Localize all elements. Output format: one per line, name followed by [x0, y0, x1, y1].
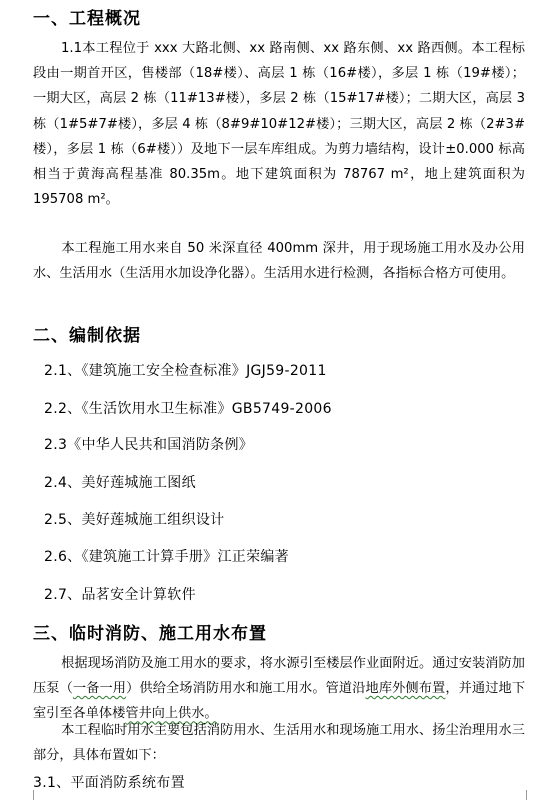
- section-2-heading: 二、编制依据: [33, 326, 141, 346]
- section-3-paragraph-2-text: 本工程临时用水主要包括消防用水、生活用水和现场施工用水、扬尘治理用水三部分，具体布置如下：: [33, 723, 525, 764]
- section-1-heading: 一、工程概况: [33, 9, 141, 29]
- page-corner-mark-right: [516, 790, 527, 800]
- page-corner-mark-left: [33, 790, 44, 800]
- section-3-paragraph-1-text-a: 根据现场消防及施工用水的要求，将水源引至楼层作业面附近。通过安装消防加压泵（: [33, 656, 525, 697]
- section-3-paragraph-1-text-e: ，并通过地下室引至各单体楼: [33, 681, 526, 722]
- subsection-3-1-heading: 3.1、平面消防系统布置: [33, 775, 185, 791]
- spellcheck-underlined-text: 地库外侧布置: [365, 681, 446, 697]
- spellcheck-underlined-text: 管井向上供水。: [125, 706, 218, 722]
- section-1-paragraph-1: [33, 36, 525, 212]
- section-3-paragraph-2: [33, 718, 525, 768]
- reference-item-4: 2.4、美好莲城施工图纸: [44, 475, 196, 491]
- reference-item-1: 2.1、《建筑施工安全检查标准》JGJ59-2011: [44, 363, 327, 379]
- reference-item-3: 2.3《中华人民共和国消防条例》: [44, 437, 254, 453]
- reference-item-7: 2.7、品茗安全计算软件: [44, 587, 196, 603]
- section-1-paragraph-1-text: 1.1本工程位于 xxx 大路北侧、xx 路南侧、xx 路东侧、xx 路西侧。本工程标段由一期首开区，售楼部（18#楼）、高层 1 栋（16#楼），多层 1 栋（19#楼）；一期大区，高层 2 栋（11#13#楼），多层 2 栋（15#17#楼）；二期大区，高层 3 栋（1#5#7#楼），多层 4 栋（8#9#10#12#楼）；三期大区，高层 2 栋（2#3#楼），多层 1 栋（6#楼））及地下一层车库组成。为剪力墙结构，设计±0.000 标高相当于黄海高程基准 80.35m。地下建筑面积为 78767 m²，地上建筑面积为 195708 m²。: [33, 41, 525, 208]
- section-1-paragraph-2: [33, 236, 525, 286]
- spellcheck-underlined-text: 一备一用: [72, 681, 127, 697]
- reference-item-5: 2.5、美好莲城施工组织设计: [44, 512, 225, 528]
- reference-item-6: 2.6、《建筑施工计算手册》江正荣编著: [44, 549, 289, 565]
- section-3-heading: 三、临时消防、施工用水布置: [33, 624, 267, 644]
- reference-item-2: 2.2、《生活饮用水卫生标准》GB5749-2006: [44, 401, 332, 417]
- section-3-paragraph-1: [33, 651, 525, 727]
- section-1-paragraph-2-text: 本工程施工用水来自 50 米深直径 400mm 深井，用于现场施工用水及办公用水、生活用水（生活用水加设净化器）。生活用水进行检测，各指标合格方可使用。: [33, 241, 525, 282]
- section-3-paragraph-1-text-c: ）供给全场消防用水和施工用水。管道沿: [126, 681, 366, 697]
